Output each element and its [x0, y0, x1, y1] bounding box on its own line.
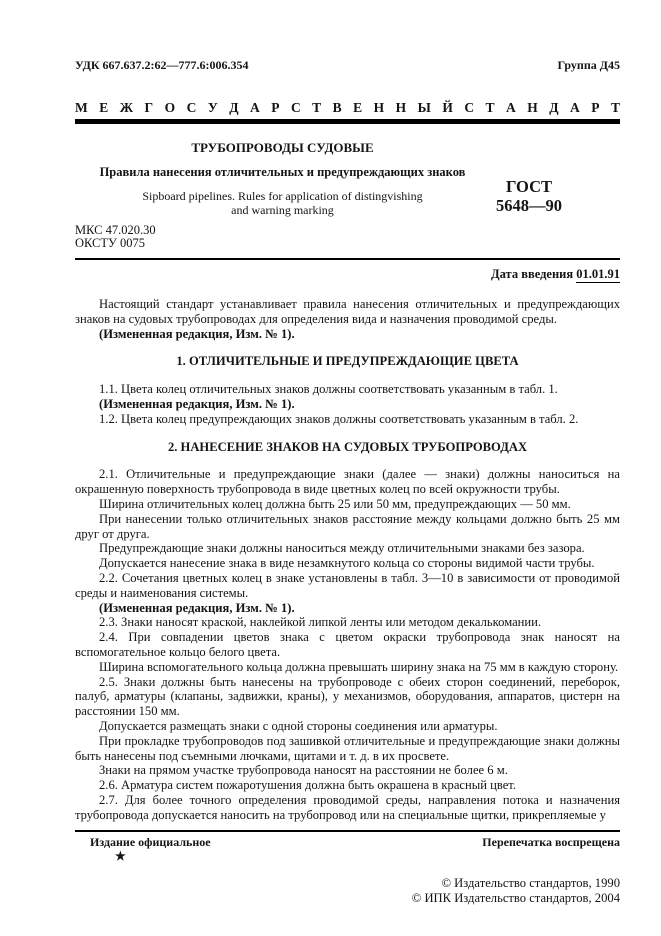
title-left-column [75, 140, 490, 250]
paragraph: Ширина вспомогательного кольца должна превышать ширину знака на 75 мм в каждую сторону. [99, 659, 619, 674]
title-divider-rule [75, 258, 620, 260]
paragraph: При прокладке трубопроводов под зашивкой отличительные и предупреждающие знаки должны быть нанесены под съемными лючками, щитами и т. д. в их просвете. [75, 733, 620, 763]
paragraph: Допускается нанесение знака в виде незамкнутого кольца со стороны видимой части трубы. [99, 556, 595, 571]
amendment-note: (Измененная редакция, Изм. № 1). [99, 326, 295, 341]
paragraph: 2.5. Знаки должны быть нанесены на трубопроводе с обеих сторон соединений, переборок, палуб, арматуры (клапаны, задвижки, краны), у механизмов, оборудования, аппаратов, цистерн на расстоянии 150 мм. [75, 674, 620, 719]
paragraph: Предупреждающие знаки должны наноситься между отличительными знаками без зазора. [99, 541, 585, 556]
gost-designation [490, 140, 620, 250]
subtitle-english-line1: Sipboard pipelines. Rules for application of distingvishing [142, 189, 423, 203]
section-heading: 2. НАНЕСЕНИЕ ЗНАКОВ НА СУДОВЫХ ТРУБОПРОВОДАХ [167, 439, 528, 454]
udk-code: УДК 667.637.2:62—777.6:006.354 [75, 58, 249, 72]
title-block [75, 140, 620, 250]
paragraph: Допускается размещать знаки с одной стороны соединения или арматуры. [99, 718, 498, 733]
paragraph: Ширина отличительных колец должна быть 25 или 50 мм, предупреждающих — 50 мм. [99, 496, 571, 511]
paragraph: 1.2. Цвета колец предупреждающих знаков должны соответствовать указанным в табл. 2. [99, 411, 579, 426]
section-heading: 1. ОТЛИЧИТЕЛЬНЫЕ И ПРЕДУПРЕЖДАЮЩИЕ ЦВЕТА [176, 354, 519, 369]
gost-label: ГОСТ [505, 177, 553, 196]
document-subtitle: Правила нанесения отличительных и предупреждающих знаков [99, 165, 466, 179]
copyright-block [75, 876, 620, 907]
effective-date-label: Дата введения [491, 267, 574, 281]
paragraph: 2.4. При совпадении цветов знака с цветом окраски трубопровода знак наносят на вспомогательное кольцо белого цвета. [75, 630, 620, 659]
okstu-code: ОКСТУ 0075 [75, 236, 146, 250]
reprint-notice: Перепечатка воспрещена [482, 834, 620, 849]
document-body [75, 297, 620, 823]
header-divider-bar [75, 119, 620, 124]
copyright-line-2004: © ИПК Издательство стандартов, 2004 [411, 891, 620, 905]
mks-code: МКС 47.020.30 [75, 223, 156, 237]
gost-number: 5648—90 [496, 196, 562, 215]
amendment-note: (Измененная редакция, Изм. № 1). [99, 396, 295, 411]
document-subtitle-english [75, 190, 490, 217]
paragraph: 2.1. Отличительные и предупреждающие знаки (далее — знаки) должны наноситься на окрашенную поверхность трубопровода в виде цветных колец по всей окружности трубы. [75, 467, 620, 497]
paragraph: 2.7. Для более точного определения проводимой среды, направления потока и назначения трубопровода допускается наносить на трубопровод или на специальные щитки, прикрепляемые у [75, 792, 620, 822]
footer-row [75, 835, 620, 862]
copyright-line-1990: © Издательство стандартов, 1990 [441, 875, 620, 890]
paragraph: 1.1. Цвета колец отличительных знаков должны соответствовать указанным в табл. 1. [99, 382, 558, 397]
subtitle-english-line2: and warning marking [231, 202, 334, 217]
paragraph: 2.6. Арматура систем пожаротушения должна быть окрашена в красный цвет. [99, 778, 516, 793]
classification-codes [75, 224, 490, 250]
paragraph: 2.2. Сочетания цветных колец в знаке установлены в табл. 3—10 в зависимости от проводимой среды и наименования системы. [75, 570, 620, 600]
group-code: Группа Д45 [557, 58, 620, 72]
official-edition-label: Издание официальное [90, 834, 211, 849]
footer-divider-rule [75, 830, 620, 832]
document-title: ТРУБОПРОВОДЫ СУДОВЫЕ [191, 140, 374, 155]
official-edition-block [75, 835, 211, 862]
page-header [75, 58, 620, 72]
standard-type-heading: М Е Ж Г О С У Д А Р С Т В Е Н Н Ы Й С Т А Н Д А Р Т [75, 100, 620, 115]
effective-date-value: 01.01.91 [576, 267, 620, 281]
paragraph: Знаки на прямом участке трубопровода наносят на расстоянии не более 6 м. [99, 763, 508, 778]
paragraph: 2.3. Знаки наносят краской, наклейкой липкой ленты или методом декалькомании. [99, 615, 542, 630]
paragraph: При нанесении только отличительных знаков расстояние между кольцами должно быть 25 мм друг от друга. [75, 511, 620, 541]
effective-date-line [75, 267, 620, 282]
star-icon: ★ [115, 848, 126, 863]
amendment-note: (Измененная редакция, Изм. № 1). [99, 600, 295, 615]
paragraph: Настоящий стандарт устанавливает правила нанесения отличительных и предупреждающих знаков на судовых трубопроводах для определения вида и назначения проводимой среды. [75, 297, 620, 326]
